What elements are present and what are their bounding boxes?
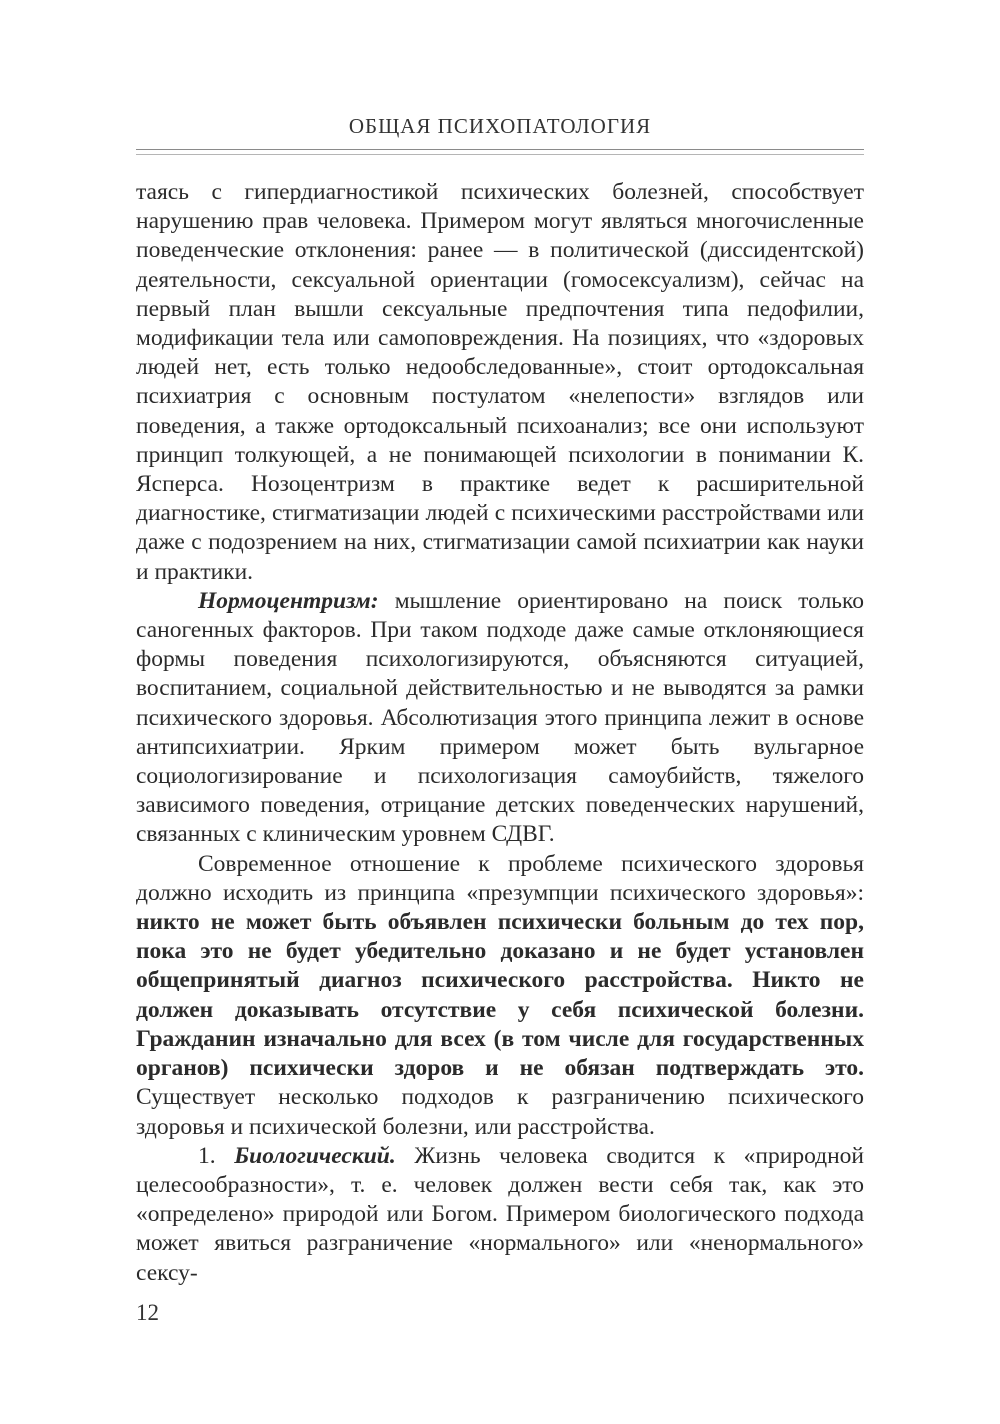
- paragraph-1-text: таясь с гипердиагностикой психических болезней, способствует нарушению прав человека. Примером могут являться многочисленные поведенческие отклонения: ранее — в политической (диссидентской) деятельности, сексуальной ориентации (гомосексуализм), сейчас на первый план вышли сексуальные предпочтения типа педофилии, модификации тела или самоповреждения. На позициях, что «здоровых людей нет, есть только недообследованные», стоит ортодоксальная психиатрия с основным постулатом «нелепости» взглядов или поведения, а также ортодоксальный психоанализ; все они используют принцип толкующей, а не понимающей психологии в понимании К. Ясперса. Нозоцентризм в практике ведет к расширительной диагностике, стигматизации людей с психическими расстройствами или даже с подозрением на них, стигматизации самой психиатрии как науки и практики.: [136, 179, 864, 585]
- list-number: 1.: [198, 1142, 235, 1169]
- presumption-bold-statement: никто не может быть объявлен психически больным до тех пор, пока это не будет убедительно доказано и не будет установлен общепринятый диагноз психического расстройства. Никто не должен доказывать отсутствие у себя психической болезни. Гражданин изначально для всех (в том числе для государственных органов) психически здоров и не обязан подтверждать это.: [136, 909, 864, 1082]
- body-text: [136, 178, 864, 1288]
- page-number: 12: [136, 1300, 159, 1325]
- header-rule: [136, 149, 864, 155]
- paragraph-biological-text: Жизнь человека сводится к «природной целесообразности», т. е. человек должен вести себя так, как это «определено» природой или Богом. Примером биологического подхода может явиться разграничение «нормального» или «ненормального» сексу-: [136, 1142, 865, 1286]
- paragraph-presumption: [136, 850, 864, 1142]
- term-biological: Биологический.: [234, 1142, 396, 1169]
- paragraph-presumption-start: Современное отношение к проблеме психического здоровья должно исходить из принципа «презумпции психического здоровья»:: [136, 850, 864, 906]
- paragraph-presumption-end: Существует несколько подходов к разграничению психического здоровья и психической болезни, или расстройства.: [136, 1084, 864, 1140]
- term-normocentrism: Нормоцентризм:: [198, 587, 379, 614]
- paragraph-normocentrism: [136, 587, 864, 850]
- paragraph-biological: [136, 1142, 864, 1288]
- running-header: ОБЩАЯ ПСИХОПАТОЛОГИЯ: [348, 114, 652, 138]
- paragraph-normocentrism-text: мышление ориентировано на поиск только саногенных факторов. При таком подходе даже самые отклоняющиеся формы поведения психологизируются, объясняются ситуацией, воспитанием, социальной действительностью и не выводятся за рамки психического здоровья. Абсолютизация этого принципа лежит в основе антипсихиатрии. Ярким примером может быть вульгарное социологизирование и психологизация самоубийств, тяжелого зависимого поведения, отрицание детских поведенческих нарушений, связанных с клиническим уровнем СДВГ.: [136, 587, 864, 848]
- paragraph-1: [136, 178, 864, 587]
